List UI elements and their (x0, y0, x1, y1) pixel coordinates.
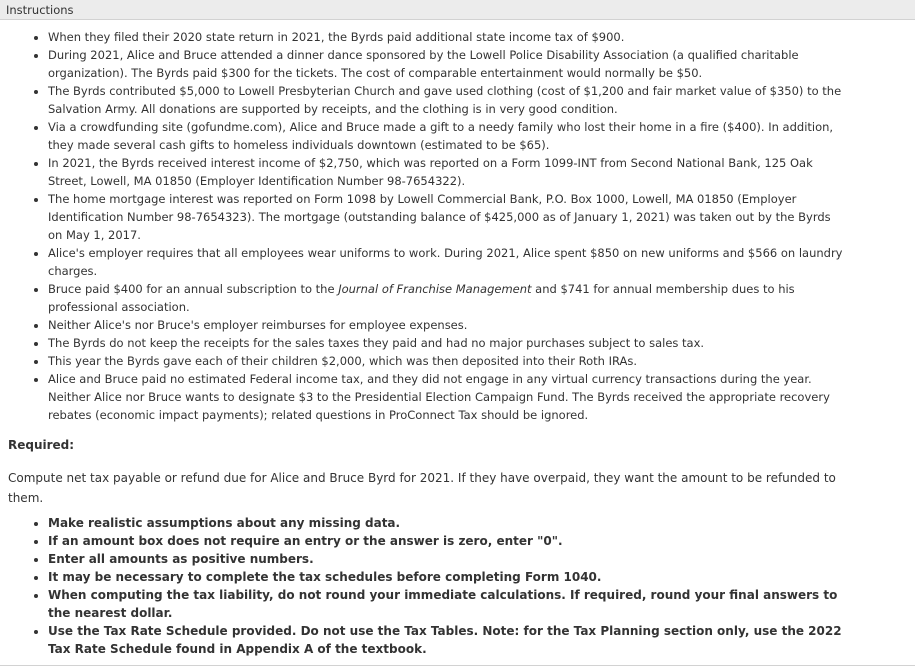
fact-item: • Alice's employer requires that all employees wear uniforms to work. During 2021, Alice spent $850 on new uniforms and $566 on laundry charges. (48, 244, 907, 280)
rule-item: • Make realistic assumptions about any missing data. (48, 514, 907, 532)
fact-item (48, 280, 907, 316)
fact-item: • During 2021, Alice and Bruce attended a dinner dance sponsored by the Lowell Police Disability Association (a qualified charitable organization). The Byrds paid $300 for the tickets. The cost of comparable entertainment would normally be $50. (48, 46, 907, 82)
fact-item: • Via a crowdfunding site (gofundme.com), Alice and Bruce made a gift to a needy family who lost their home in a fire ($400). In addition, they made several cash gifts to homeless individuals downtown (estimated to be $65). (48, 118, 907, 154)
required-body: Compute net tax payable or refund due for Alice and Bruce Byrd for 2021. If they have overpaid, they want the amount to be refunded to them. (8, 471, 836, 505)
rules-list (8, 514, 907, 658)
fact-text-before: Bruce paid $400 for an annual subscription to the (48, 282, 339, 296)
facts-list (8, 28, 907, 424)
fact-item: • The home mortgage interest was reported on Form 1098 by Lowell Commercial Bank, P.O. Box 1000, Lowell, MA 01850 (Employer Identification Number 98-7654323). The mortgage (outstanding balance of $425,000 as of January 1, 2021) was taken out by the Byrds on May 1, 2017. (48, 190, 907, 244)
fact-item: • This year the Byrds gave each of their children $2,000, which was then deposited into their Roth IRAs. (48, 352, 907, 370)
journal-title: Journal of Franchise Management (338, 282, 532, 296)
rule-item: • If an amount box does not require an entry or the answer is zero, enter "0". (48, 532, 907, 550)
rule-item: • Use the Tax Rate Schedule provided. Do not use the Tax Tables. Note: for the Tax Planning section only, use the 2022 Tax Rate Schedule found in Appendix A of the textbook. (48, 622, 907, 658)
instructions-header (0, 0, 915, 20)
rule-item: • Enter all amounts as positive numbers. (48, 550, 907, 568)
rule-item: • It may be necessary to complete the tax schedules before completing Form 1040. (48, 568, 907, 586)
fact-item: • In 2021, the Byrds received interest income of $2,750, which was reported on a Form 1099-INT from Second National Bank, 125 Oak Street, Lowell, MA 01850 (Employer Identification Number 98-7654322). (48, 154, 907, 190)
rule-item: • When computing the tax liability, do not round your immediate calculations. If required, round your final answers to the nearest dollar. (48, 586, 907, 622)
instructions-title: Instructions (6, 2, 74, 17)
fact-text-after: and $741 for annual membership dues to his professional association. (48, 282, 795, 314)
fact-item: • Alice and Bruce paid no estimated Federal income tax, and they did not engage in any virtual currency transactions during the year. Neither Alice nor Bruce wants to designate $3 to the Presidential Election Campaign Fund. The Byrds received the appropriate recovery rebates (economic impact payments); related questions in ProConnect Tax should be ignored. (48, 370, 907, 424)
instructions-content (0, 28, 915, 658)
required-heading: Required: (8, 438, 75, 452)
fact-item: • When they filed their 2020 state return in 2021, the Byrds paid additional state income tax of $900. (48, 28, 907, 46)
fact-item: • The Byrds contributed $5,000 to Lowell Presbyterian Church and gave used clothing (cost of $1,200 and fair market value of $350) to the Salvation Army. All donations are supported by receipts, and the clothing is in very good condition. (48, 82, 907, 118)
fact-item: • Neither Alice's nor Bruce's employer reimburses for employee expenses. (48, 316, 907, 334)
fact-item: • The Byrds do not keep the receipts for the sales taxes they paid and had no major purchases subject to sales tax. (48, 334, 907, 352)
